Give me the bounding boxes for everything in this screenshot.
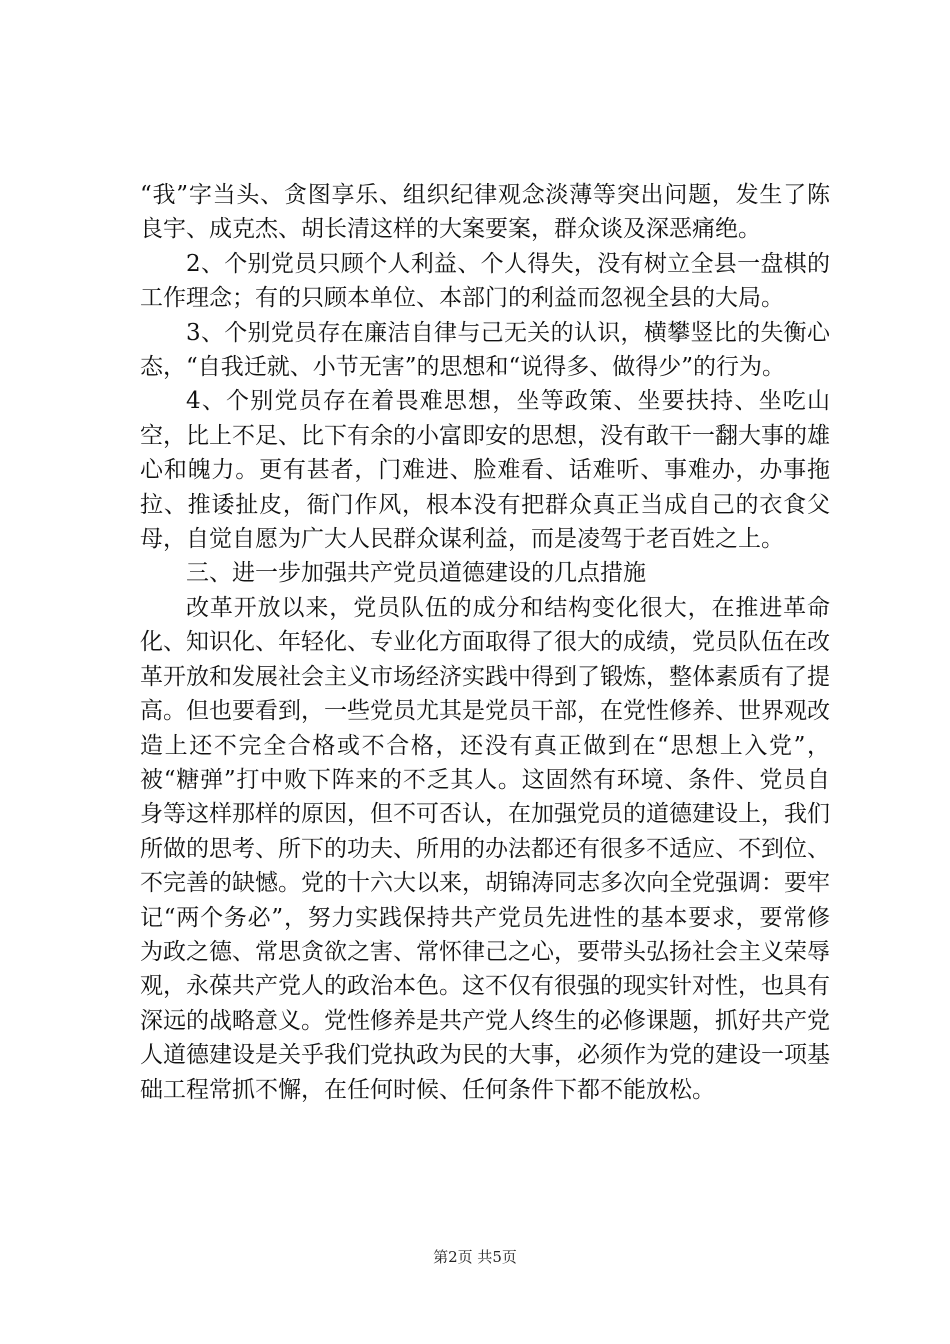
document-body [140, 178, 830, 1107]
paragraph-6: 改革开放以来，党员队伍的成分和结构变化很大，在推进革命化、知识化、年轻化、专业化方面取得了很大的成绩，党员队伍在改革开放和发展社会主义市场经济实践中得到了锻炼，整体素质有了提高。但也要看到，一些党员尤其是党员干部，在党性修养、世界观改造上还不完全合格或不合格，还没有真正做到在“思想上入党”，被“糖弹”打中败下阵来的不乏其人。这固然有环境、条件、党员自身等这样那样的原因，但不可否认，在加强党员的道德建设上，我们所做的思考、所下的功夫、所用的办法都还有很多不适应、不到位、不完善的缺憾。党的十六大以来，胡锦涛同志多次向全党强调：要牢记“两个务必”，努力实践保持共产党员先进性的基本要求，要常修为政之德、常思贪欲之害、常怀律己之心，要带头弘扬社会主义荣辱观，永葆共产党人的政治本色。这不仅有很强的现实针对性，也具有深远的战略意义。党性修养是共产党人终生的必修课题，抓好共产党人道德建设是关乎我们党执政为民的大事，必须作为党的建设一项基础工程常抓不懈，在任何时候、任何条件下都不能放松。 [140, 594, 830, 1103]
paragraph-3: 3、个别党员存在廉洁自律与己无关的认识，横攀竖比的失衡心态，“自我迁就、小节无害”的思想和“说得多、做得少”的行为。 [140, 319, 830, 381]
page-number-footer: 第2页 共5页 [433, 1248, 517, 1266]
paragraph-4: 4、个别党员存在着畏难思想，坐等政策、坐要扶持、坐吃山空，比上不足、比下有余的小富即安的思想，没有敢干一翻大事的雄心和魄力。更有甚者，门难进、脸难看、话难听、事难办，办事拖拉、推诿扯皮，衙门作风，根本没有把群众真正当成自己的衣食父母，自觉自愿为广大人民群众谋利益，而是凌驾于老百姓之上。 [140, 388, 830, 553]
paragraph-2: 2、个别党员只顾个人利益、个人得失，没有树立全县一盘棋的工作理念；有的只顾本单位、本部门的利益而忽视全县的大局。 [140, 250, 830, 312]
section-heading: 三、进一步加强共产党员道德建设的几点措施 [186, 560, 646, 587]
paragraph-1: “我”字当头、贪图享乐、组织纪律观念淡薄等突出问题，发生了陈良宇、成克杰、胡长清这样的大案要案，群众谈及深恶痛绝。 [140, 182, 830, 243]
